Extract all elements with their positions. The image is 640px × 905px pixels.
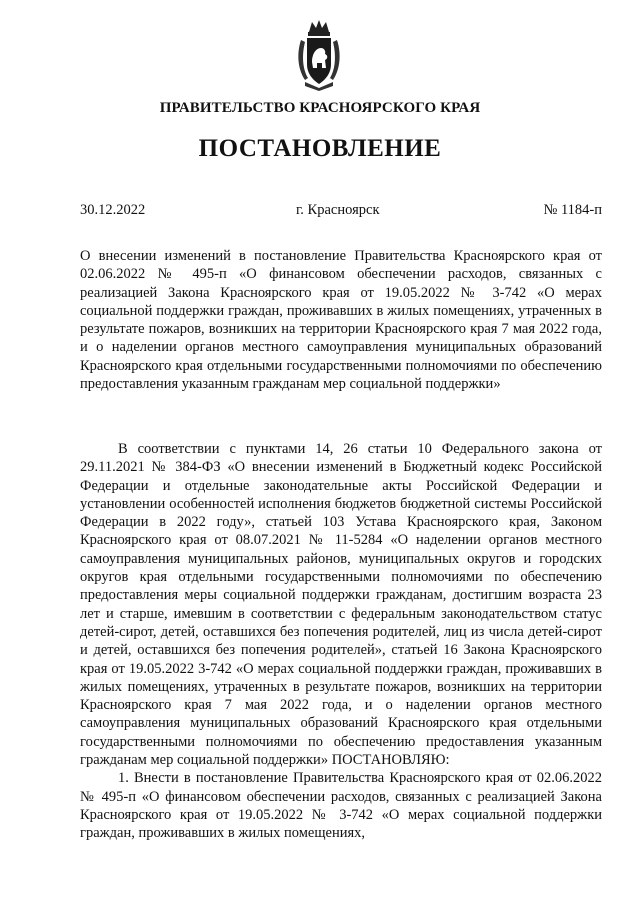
preamble-paragraph: В соответствии с пунктами 14, 26 статьи 10 Федерального закона от 29.11.2021 № 384-ФЗ «О внесении изменений в Бюджетный кодекс Российской Федерации и отдельные законодательные акты Российской Федерации и установлении особенностей исполнения бюджетов бюджетной системы Российской Федерации в 2022 году», статьей 103 Устава Красноярского края, Законом Красноярского края от 08.07.2021 № 11-5284 «О наделении органов местного самоуправления муниципальных районов, муниципальных округов и городских округов края отдельными государственными полномочиями по обеспечению предоставления меры социальной поддержки гражданам, достигшим возраста 23 лет и старше, имевшим в соответствии с федеральным законодательством статус детей-сирот, детей, оставшихся без попечения родителей, лиц из числа детей-сирот и детей, оставшихся без попечения родителей», статьей 16 Закона Красноярского края от 19.05.2022 3-742 «О мерах социальной поддержки граждан, проживавших в жилых помещениях, утраченных в результате пожаров, возникших на территории Красноярского края 7 мая 2022 года, и о наделении органов местного самоуправления муниципальных образований Красноярского края отдельными государственными полномочиями по обеспечению предоставления указанным гражданам мер социальной поддержки» ПОСТАНОВЛЯЮ: bbox=[80, 441, 602, 769]
document-subject: О внесении изменений в постановление Правительства Красноярского края от 02.06.2022 № 495-п «О финансовом обеспечении расходов, связанных с реализацией Закона Красноярского края от 19.05.2022 № 3-742 «О мерах социальной поддержки граждан, проживавших в жилых помещениях, утраченных в результате пожаров, возникших на территории Красноярского края 7 мая 2022 года, и о наделении органов местного самоуправления муниципальных образований Красноярского края отдельными государственными полномочиями по обеспечению предоставления указанным гражданам мер социальной поддержки» bbox=[80, 248, 602, 393]
document-type-title: ПОСТАНОВЛЕНИЕ bbox=[198, 135, 442, 162]
coat-of-arms-icon bbox=[295, 18, 343, 92]
item-1-paragraph: 1. Внести в постановление Правительства Красноярского края от 02.06.2022 № 495-п «О финансовом обеспечении расходов, связанных с реализацией Закона Красноярского края от 19.05.2022 № 3-742 «О мерах социальной поддержки граждан, проживавших в жилых помещениях, bbox=[80, 770, 602, 842]
document-date: 30.12.2022 bbox=[80, 202, 146, 218]
document-body bbox=[80, 440, 602, 843]
document-city: г. Красноярск bbox=[296, 202, 380, 218]
government-title: ПРАВИТЕЛЬСТВО КРАСНОЯРСКОГО КРАЯ bbox=[159, 100, 481, 116]
document-number: № 1184-п bbox=[543, 202, 602, 218]
document-meta-row bbox=[80, 202, 602, 222]
